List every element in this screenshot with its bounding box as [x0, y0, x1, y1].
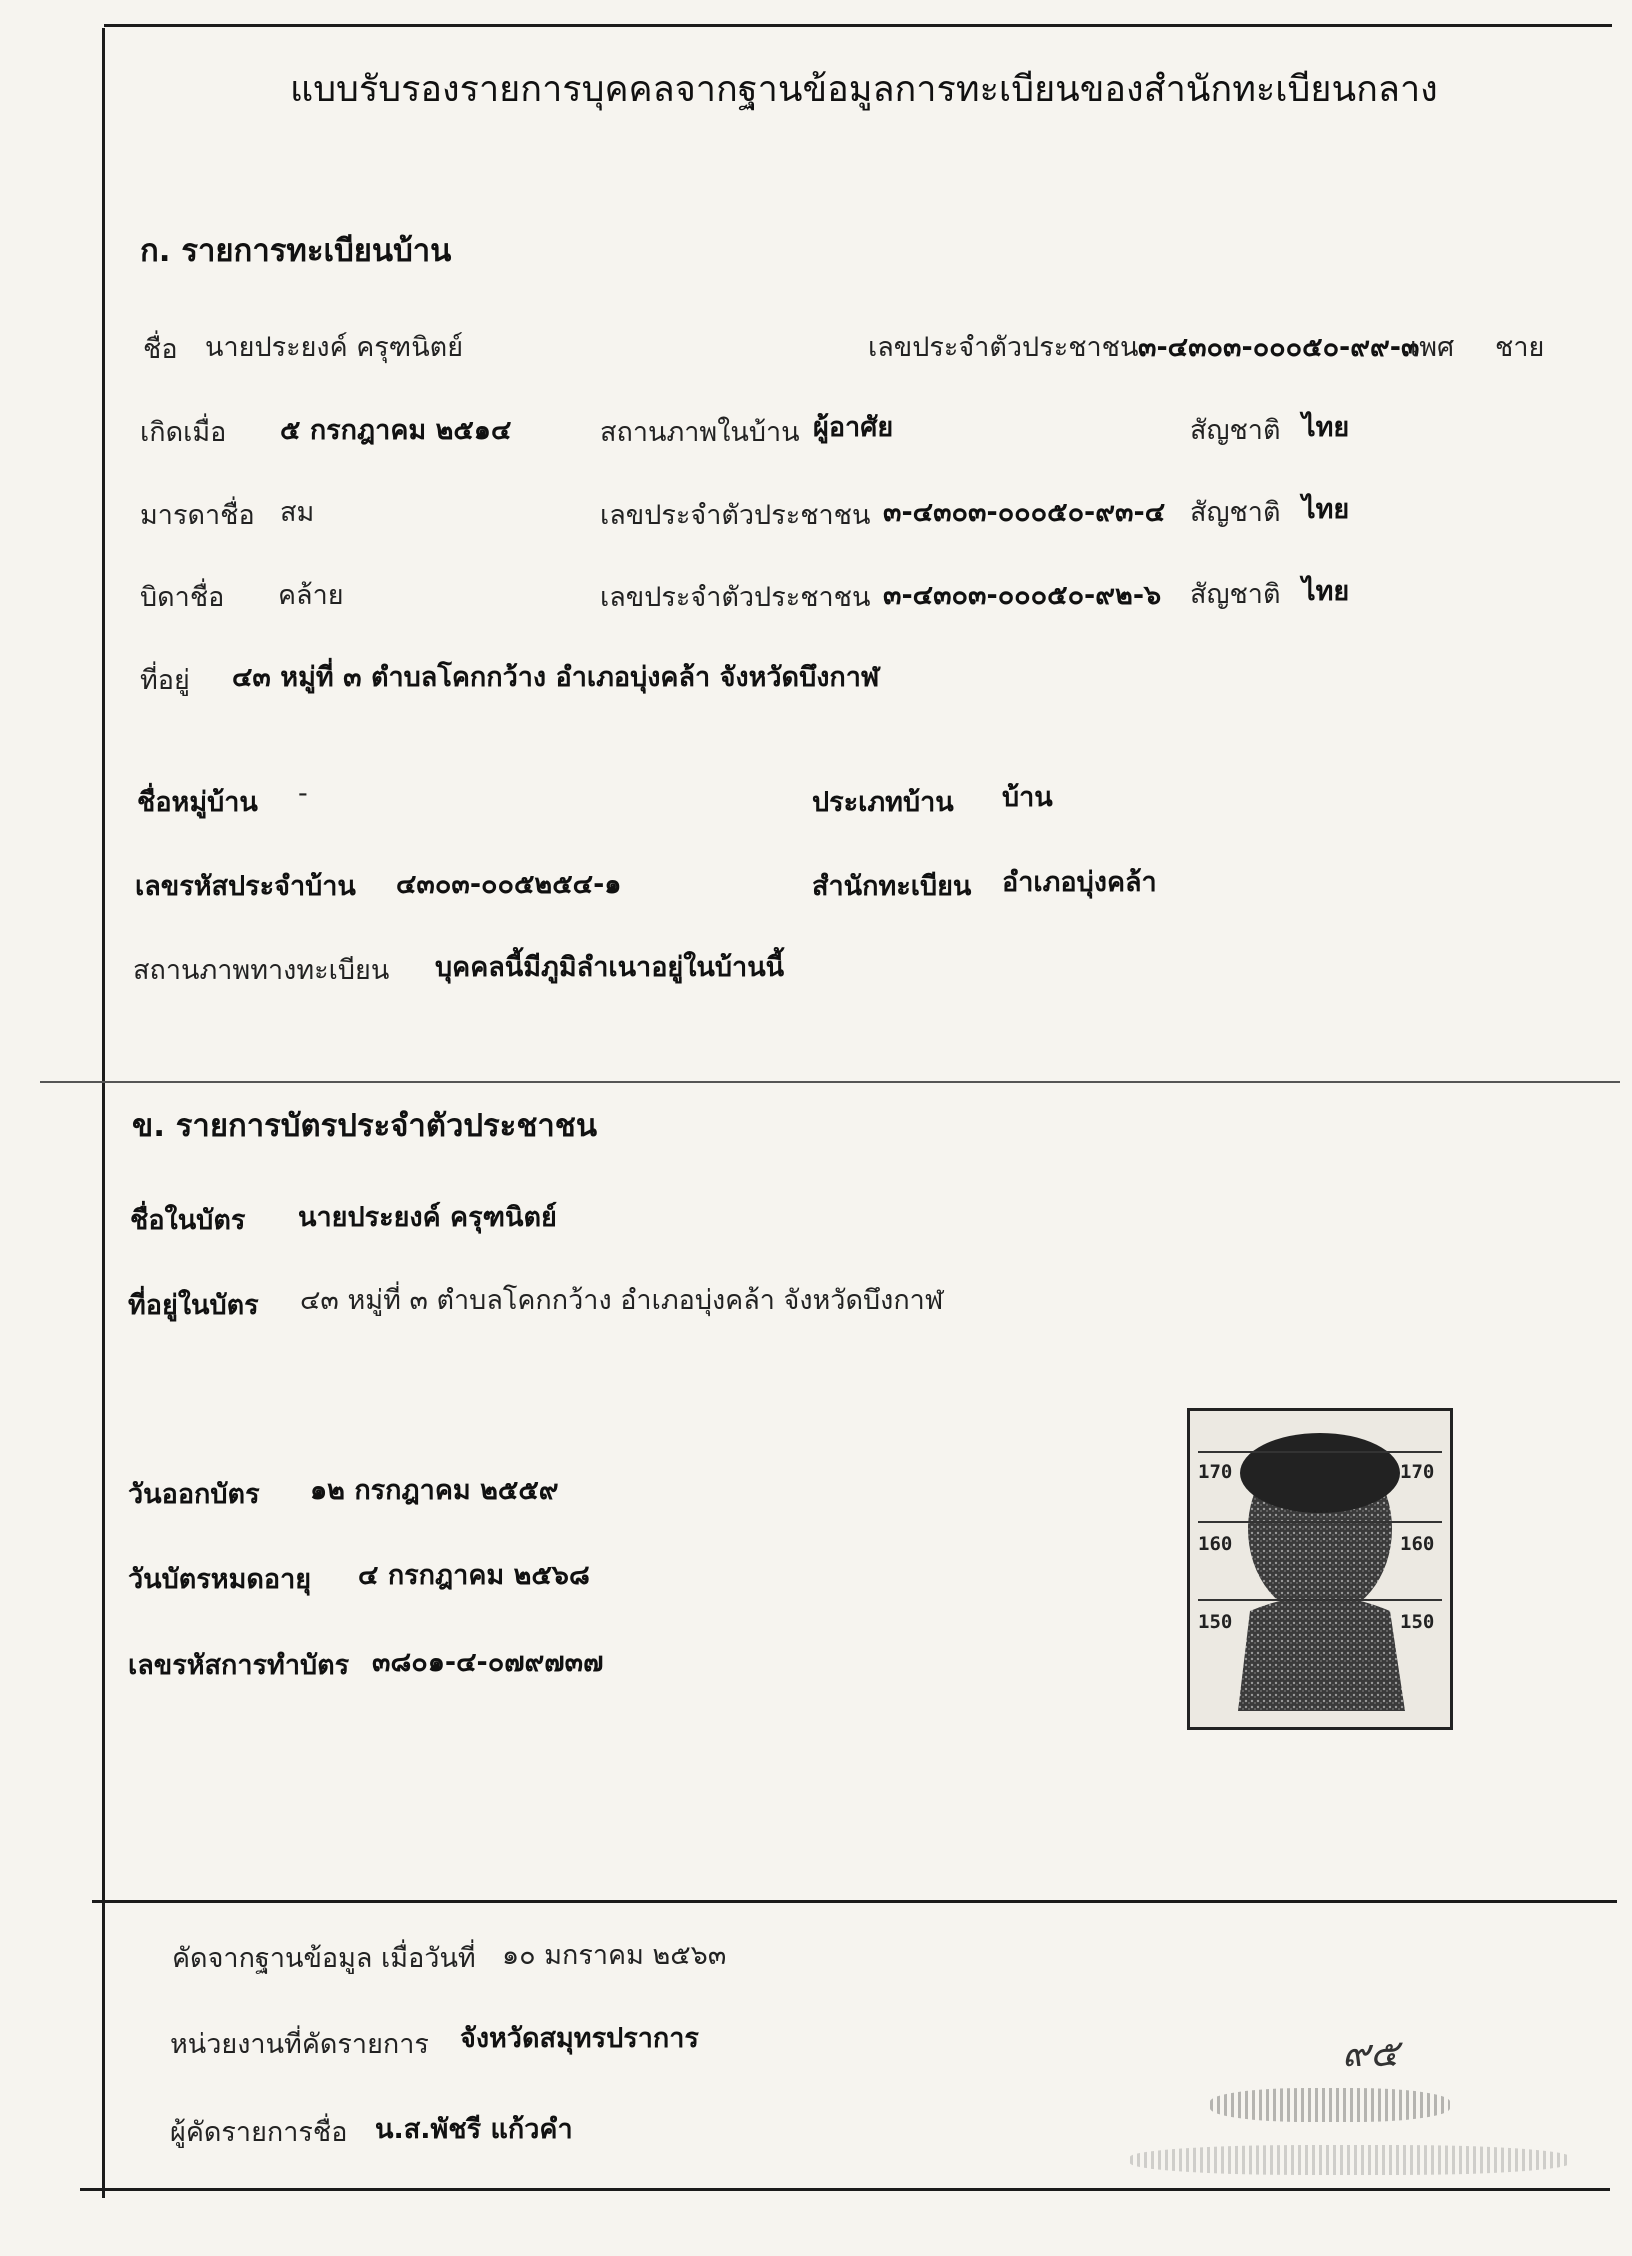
handwritten-initials: ๙๕	[1342, 2031, 1399, 2075]
issue-date-label: วันออกบัตร	[128, 1479, 260, 1510]
father-nationality-label: สัญชาติ	[1190, 579, 1281, 610]
scale-label-170-right: 170	[1400, 1461, 1435, 1483]
name-label: ชื่อ	[143, 334, 178, 365]
address-value: ๔๓ หมู่ที่ ๓ ตำบลโคกกว้าง อำเภอบุ่งคล้า จังหวัดบึงกาฬ	[232, 662, 880, 693]
frame-top-border	[104, 24, 1612, 27]
house-code-label: เลขรหัสประจำบ้าน	[135, 871, 356, 902]
mother-nationality-value: ไทย	[1302, 494, 1350, 525]
scale-label-150-left: 150	[1198, 1611, 1233, 1633]
scale-label-160-left: 160	[1198, 1533, 1233, 1555]
staff-label: ผู้คัดรายการชื่อ	[170, 2117, 348, 2148]
section-b-heading: ข. รายการบัตรประจำตัวประชาชน	[132, 1108, 598, 1144]
expire-date-value: ๔ กรกฎาคม ๒๕๖๘	[358, 1560, 590, 1591]
card-address-label: ที่อยู่ในบัตร	[128, 1290, 259, 1321]
mother-value: สม	[280, 497, 315, 528]
nationality-value: ไทย	[1302, 412, 1350, 443]
registry-office-value: อำเภอบุ่งคล้า	[1002, 867, 1157, 898]
father-id-label: เลขประจำตัวประชาชน	[600, 582, 871, 613]
registration-status-label: สถานภาพทางทะเบียน	[133, 955, 390, 986]
card-name-label: ชื่อในบัตร	[130, 1205, 246, 1236]
person-silhouette-icon	[1190, 1411, 1450, 1727]
father-nationality-value: ไทย	[1302, 576, 1350, 607]
frame-bottom-border	[80, 2188, 1610, 2191]
faded-stamp-mark	[1210, 2088, 1450, 2122]
born-value: ๕ กรกฎาคม ๒๕๑๔	[280, 415, 512, 446]
document-title: แบบรับรองรายการบุคคลจากฐานข้อมูลการทะเบียนของสำนักทะเบียนกลาง	[290, 69, 1438, 110]
house-code-value: ๔๓๐๓-๐๐๕๒๕๔-๑	[396, 869, 622, 900]
house-type-label: ประเภทบ้าน	[812, 787, 954, 818]
nationality-label: สัญชาติ	[1190, 415, 1281, 446]
card-address-value: ๔๓ หมู่ที่ ๓ ตำบลโคกกว้าง อำเภอบุ่งคล้า จังหวัดบึงกาฬ	[300, 1285, 944, 1316]
agency-value: จังหวัดสมุทรปราการ	[460, 2023, 699, 2054]
sex-label: เพศ	[1410, 332, 1455, 363]
agency-label: หน่วยงานที่คัดรายการ	[170, 2029, 429, 2060]
father-label: บิดาชื่อ	[140, 582, 225, 613]
footer-divider	[92, 1900, 1617, 1903]
mother-label: มารดาชื่อ	[140, 500, 255, 531]
card-code-label: เลขรหัสการทำบัตร	[128, 1650, 350, 1681]
scale-line-150	[1198, 1599, 1442, 1601]
extract-date-label: คัดจากฐานข้อมูล เมื่อวันที่	[172, 1943, 476, 1974]
scale-line-170	[1198, 1451, 1442, 1453]
scale-label-160-right: 160	[1400, 1533, 1435, 1555]
staff-value: น.ส.พัชรี แก้วคำ	[375, 2114, 573, 2145]
issue-date-value: ๑๒ กรกฎาคม ๒๕๕๙	[310, 1475, 559, 1506]
scale-line-160	[1198, 1521, 1442, 1523]
house-type-value: บ้าน	[1002, 782, 1053, 813]
mother-id-label: เลขประจำตัวประชาชน	[600, 500, 871, 531]
address-label: ที่อยู่	[140, 665, 190, 696]
scale-label-170-left: 170	[1198, 1461, 1233, 1483]
born-label: เกิดเมื่อ	[140, 417, 227, 448]
registration-status-value: บุคคลนี้มีภูมิลำเนาอยู่ในบ้านนี้	[435, 952, 785, 983]
section-divider	[40, 1081, 1620, 1083]
house-status-value: ผู้อาศัย	[813, 412, 894, 443]
mother-id-value: ๓-๔๓๐๓-๐๐๐๕๐-๙๓-๔	[883, 497, 1166, 528]
sex-value: ชาย	[1495, 332, 1545, 363]
id-photo	[1187, 1408, 1453, 1730]
extract-date-value: ๑๐ มกราคม ๒๕๖๓	[502, 1940, 727, 1971]
village-label: ชื่อหมู่บ้าน	[137, 787, 258, 818]
id-label: เลขประจำตัวประชาชน	[868, 332, 1139, 363]
father-value: คล้าย	[278, 580, 344, 611]
expire-date-label: วันบัตรหมดอายุ	[128, 1564, 312, 1595]
scale-label-150-right: 150	[1400, 1611, 1435, 1633]
house-status-label: สถานภาพในบ้าน	[600, 417, 800, 448]
faded-signature-mark	[1130, 2145, 1570, 2175]
mother-nationality-label: สัญชาติ	[1190, 497, 1281, 528]
section-a-heading: ก. รายการทะเบียนบ้าน	[140, 233, 452, 269]
card-code-value: ๓๘๐๑-๔-๐๗๙๗๓๗	[372, 1647, 604, 1678]
frame-left-border	[102, 28, 105, 2198]
village-value: -	[298, 778, 308, 809]
father-id-value: ๓-๔๓๐๓-๐๐๐๕๐-๙๒-๖	[883, 580, 1162, 611]
name-value: นายประยงค์ ครุฑนิตย์	[205, 332, 464, 363]
registry-office-label: สำนักทะเบียน	[812, 871, 972, 902]
id-value: ๓-๔๓๐๓-๐๐๐๕๐-๙๙-๓	[1138, 332, 1420, 363]
card-name-value: นายประยงค์ ครุฑนิตย์	[298, 1202, 557, 1233]
